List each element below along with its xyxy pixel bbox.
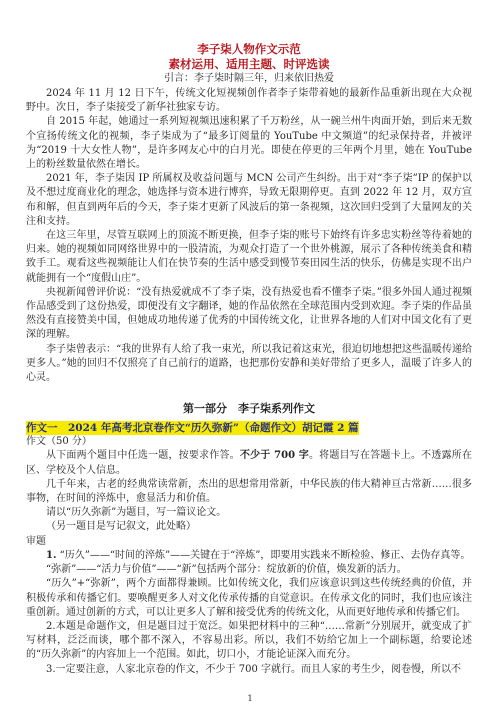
review-point-1c: “历久”+“弥新”，两个方面都得兼顾。比如传统文化，我们应该意识到这些传统经典的价值，并积极传承和传播它们。要唤醒更多人对文化传承传播的自觉意识。在传承文化的同时，我们也应该注重创新。通过创新的方式，可以让更多人了解和接受优秀的传统文化，从而更好地传承和传播它们。	[26, 578, 472, 618]
page-number: 1	[247, 694, 253, 703]
intro-quote: 引言：李子柒时隔三年，归来依旧热爱	[164, 73, 334, 84]
review-label: 审题	[26, 535, 46, 547]
point-text: “历久”——“时间的淬炼”——关键在于“淬炼”，即要用实践来不断检验、修正、去伪存真等。	[59, 549, 471, 561]
instructions	[26, 449, 472, 477]
article-paragraph: 央视新闻曾评价说：“没有热爱就成不了李子柒，没有热爱也看不懂李子柒。”很多外国人通过视频作品感受到了这份热爱，即便没有文字翻译，她的作品依然在全球范围内受到欢迎。李子柒的作品虽然没有直接赞美中国，但她成功地传递了优秀的中国传统文化，让世界各地的人们对中国文化有了更深的理解。	[26, 286, 472, 341]
article-paragraph: 自 2015 年起，她通过一系列短视频迅速积累了千万粉丝，从一碗兰州牛肉面开始，到后来无数个宣扬传统文化的视频，李子柒成为了“最多订阅量的 YouTube 中文频道”的纪录保持者，并被评为“2019 十大女性人物”，是许多网友心中的白月光。即使在停更的三年两个月里，她在 YouTube 上的粉丝数量依然在增长。	[26, 116, 472, 171]
document-subtitle: 素材运用、适用主题、时评选读	[168, 57, 330, 71]
article-paragraph: 李子柒曾表示：“我的世界有人给了我一束光，所以我记着这束光，很迫切地想把这些温暖传递给更多人。”她的回归不仅照亮了自己前行的道路，也把那份安静和美好带给了更多人，温暖了许多人的心灵。	[26, 343, 472, 384]
part-heading: 第一部分 李子柒系列作文	[183, 402, 315, 416]
review-point-3: 3.一定要注意，人家北京卷的作文，不少于 700 字就行。而且人家的考生少，阅卷慢，所以不	[46, 663, 461, 675]
score-label: 作文（50 分）	[26, 436, 92, 448]
article-paragraph: 在这三年里，尽管互联网上的顶流不断更换，但李子柒的账号下始终有许多忠实粉丝等待着她的归来。她的视频如同网络世界中的一股清流，为观众打造了一个世外桃源，展示了各种传统美食和精致手工。观看这些视频能让人们在快节奏的生活中感受到慢节奏田园生活的快乐，仿佛是实现不出户就能拥有一个“度假山庄”。	[26, 230, 472, 284]
word-count-requirement: 不少于 700 字	[239, 450, 309, 462]
essay-task: 请以“历久弥新”为题目，写一篇议论文。	[46, 507, 227, 519]
document-title: 李子柒人物作文示范	[197, 42, 301, 56]
article-paragraph: 2021 年，李子柒因 IP 所属权及收益问题与 MCN 公司产生纠纷。出于对“李子柒”IP 的保护以及不想过度商业化的理念，她选择与资本进行博弈，导致无限期停更。直到 2022 年 12 月，双方宣布和解，但直到两年后的今天，李子柒才更新了风波后的第一条视频，这次回归受到了大量网友的关注和支持。	[26, 173, 472, 227]
point-number: 1.	[46, 549, 57, 561]
review-point-1b: “弥新”——“活力与价值”——“新”包括两个部分：绽放新的价值，焕发新的活力。	[46, 564, 407, 576]
essay-prompt: 几千年来，古老的经典常读常新，杰出的思想常用常新，中华民族的伟大精神亘古常新……很多事物，在时间的淬炼中，愈显活力和价值。	[26, 478, 472, 505]
review-point-2: 2.本题是命题作文，但是题目过于宽泛。如果把材料中的三种“……常新”分别展开，就变成了扩写材料，泛泛而谈，哪个都不深入，不容易出彩。所以，我们不妨给它加上一个副标题，给要论述的“历久弥新”的内容加上一个范围。如此，切口小，才能论证深入而充分。	[26, 620, 472, 661]
article-paragraph: 2024 年 11 月 12 日下午，传统文化短视频创作者李子柒带着她的最新作品重新出现在大众视野中。次日，李子柒接受了新华社独家专访。	[26, 88, 472, 114]
essay-note: （另一题目是写记叙文，此处略）	[46, 521, 196, 533]
review-point-1	[26, 549, 472, 563]
essay-title: 作文一 2024 年高考北京卷作文“历久弥新”（命题作文）胡记霞 2 篇	[26, 422, 359, 435]
instructions-text: 从下面两个题目中任选一题，按要求作答。	[46, 450, 240, 462]
instructions-text-end: 。将题目写在答题卡上。不透露所在区、学校及个人信息。	[26, 450, 472, 476]
